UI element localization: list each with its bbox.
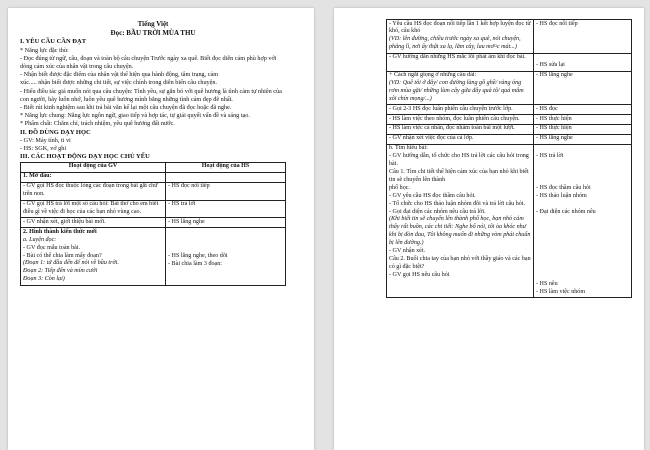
spacer bbox=[536, 161, 629, 185]
student-cell: - HS đọc nối tiếp bbox=[166, 182, 286, 200]
teacher-cell: - GV nhận xét việc đọc của cả lớp. bbox=[387, 134, 534, 144]
teacher-cell bbox=[21, 228, 166, 285]
document-page-2 bbox=[334, 8, 644, 450]
table-row bbox=[387, 134, 632, 144]
table-row bbox=[387, 53, 632, 71]
teacher-cell bbox=[387, 71, 534, 105]
spacer bbox=[536, 217, 629, 281]
paragraph: - GV: Máy tính, ti vi bbox=[20, 137, 71, 145]
student-cell: - HS đọc nối tiếp bbox=[534, 20, 632, 54]
teacher-cell: - GV hướng dẫn những HS mắc lỗi phát âm khi đọc bài. bbox=[387, 53, 534, 71]
cell-line: phố học. bbox=[389, 184, 410, 191]
cell-line: - GV hướng dẫn, tổ chức cho HS trả lời các câu hỏi trong bài. bbox=[389, 153, 529, 168]
cell-line: Câu 1. Tìm chi tiết thể hiện cảm xúc của bạn nhỏ khi biết tin sẽ chuyển lên thành bbox=[389, 169, 529, 183]
table-row bbox=[21, 218, 286, 228]
cell-line: Đoạn 2: Tiếp đến và mím cười bbox=[23, 268, 98, 275]
student-cell bbox=[534, 53, 632, 71]
cell-line: (VD: Quê tôi ở đây/ con đường làng gồ ghề/ vàng óng rơm mùa gặt/ những lùm cây gừa đây quả tô/ quả mâm xôi chín mọng/...) bbox=[389, 79, 524, 102]
cell-line: - HS lắng nghe, theo dõi bbox=[168, 252, 228, 259]
teacher-cell: - HS làm việc cá nhân, đọc nhẩm toàn bài một lượt. bbox=[387, 124, 534, 134]
teacher-cell bbox=[387, 144, 534, 297]
page-2-content bbox=[386, 19, 632, 298]
page-1-content bbox=[20, 20, 286, 286]
document-page-1 bbox=[8, 8, 314, 450]
table-row bbox=[387, 71, 632, 105]
cell-line: (Khi biết tin sẽ chuyển lên thành phố học, bạn nhỏ cảm thấy rất buồn, các chi tiết: Nghe bố nói, tôi òa khóc như khi bị đòn đau, Tôi không muốn đi những vòm phát chuẩn bị lên đường.) bbox=[389, 216, 531, 247]
cell-line: - Tổ chức cho HS thảo luận nhóm đôi và trả lời câu hỏi. bbox=[389, 200, 526, 207]
paragraph: xúc..... nhận biết được những chi tiết, sự việc chính trong diễn biến câu chuyện. bbox=[20, 79, 218, 87]
teacher-cell: - Gọi 2-3 HS đọc luân phiên câu chuyện trước lớp. bbox=[387, 105, 534, 115]
activities-table bbox=[20, 162, 286, 286]
paragraph: - Biết rút kinh nghiệm sau khi trả bài văn kể lại một câu chuyện đã đọc hoặc đã nghe. bbox=[20, 103, 232, 111]
cell-line: - Yêu cầu HS đọc đoạn nối tiếp lần 1 kết hợp luyện đọc từ khó, câu khó bbox=[389, 20, 531, 35]
teacher-cell: - GV gọi HS trả lời một số câu hỏi: Bài thơ cho em biết điều gì về việc đi học của các bạn nhỏ vùng cao. bbox=[21, 200, 166, 218]
paragraph: - Đọc đúng từ ngữ, câu, đoạn và toàn bộ câu chuyện Trước ngày xa quê. Biết đọc diễn cảm phù hợp với dòng cảm xúc của nhân vật trong câu chuyện. bbox=[20, 54, 277, 70]
column-header-teacher: Hoạt động của GV bbox=[21, 162, 166, 172]
table-row bbox=[21, 200, 286, 218]
cell-line: - HS trả lời bbox=[536, 153, 564, 160]
cell-line: - HS làm việc nhóm bbox=[536, 288, 586, 295]
paragraph: * Năng lực chung: Năng lực ngôn ngữ, giao tiếp và hợp tác, tự giải quyết vấn đề và sáng tạo. bbox=[20, 112, 250, 120]
spacer bbox=[536, 145, 629, 153]
step-heading: 2. Hình thành kiến thức mới bbox=[23, 228, 97, 235]
cell-line: - Bài chia làm 3 đoạn: bbox=[168, 260, 222, 267]
cell-line: - Bài có thể chia làm mấy đoạn? bbox=[23, 252, 102, 259]
cell-line: Đoạn 3: Còn lại) bbox=[23, 276, 65, 283]
activities-table-continued bbox=[386, 19, 632, 298]
section-heading-activities: III. CÁC HOẠT ĐỘNG DẠY HỌC CHỦ YẾU bbox=[20, 153, 150, 161]
cell-line: - GV nhận xét. bbox=[389, 248, 426, 255]
table-row bbox=[387, 115, 632, 125]
table-row bbox=[21, 182, 286, 200]
student-cell bbox=[166, 228, 286, 285]
cell-line: - HS nêu bbox=[536, 280, 558, 287]
cell-line: - Gọi đại diện các nhóm nêu câu trả lời. bbox=[389, 208, 486, 215]
paragraph: - Hiểu điều tác giả muốn nói qua câu chuyện: Tình yêu, sự gắn bó với quê hương là tình cảm tự nhiên của con người, hãy luôn nhớ, luôn yêu quê hương mình bằng những tình cảm đẹp đẽ nhất. bbox=[20, 87, 282, 103]
cell-line: - Đại diện các nhóm nêu bbox=[536, 209, 596, 215]
teacher-cell: - GV nhận xét, giới thiệu bài mới. bbox=[21, 218, 166, 228]
spacer bbox=[536, 201, 629, 209]
student-cell: - HS đọc bbox=[534, 105, 632, 115]
cell-line: (Đoạn 1: từ đầu đến để nói về bầu trời. bbox=[23, 260, 119, 267]
teacher-cell bbox=[21, 172, 166, 182]
cell-line: Câu 2. Buổi chia tay của bạn nhỏ với thầy giáo và các bạn có gì đặc biệt? bbox=[389, 255, 531, 270]
step-heading: 1. Mở đầu: bbox=[23, 173, 52, 180]
student-cell bbox=[534, 144, 632, 297]
cell-line: - HS thảo luận nhóm bbox=[536, 193, 587, 200]
student-cell bbox=[166, 172, 286, 182]
cell-line: + Cách ngắt giọng ở những câu dài: bbox=[389, 72, 477, 79]
student-cell: - HS thực hiện bbox=[534, 124, 632, 134]
student-cell: - HS thực hiện bbox=[534, 115, 632, 125]
table-row bbox=[21, 228, 286, 285]
spacer bbox=[536, 54, 629, 62]
lesson-title: Đọc: BẦU TRỜI MÙA THU bbox=[110, 29, 196, 37]
student-cell: - HS lắng nghe bbox=[534, 71, 632, 105]
table-row bbox=[387, 105, 632, 115]
cell-line: - HS đọc thầm câu hỏi bbox=[536, 185, 591, 192]
table-row bbox=[387, 20, 632, 54]
student-cell: - HS trả lời bbox=[166, 200, 286, 218]
spacer bbox=[168, 229, 283, 253]
teacher-cell: - HS làm việc theo nhóm, đọc luân phiên câu chuyện. bbox=[387, 115, 534, 125]
paragraph: - HS: SGK, vở ghi bbox=[20, 145, 67, 153]
cell-line: - GV gọi HS nêu câu hỏi bbox=[389, 271, 450, 278]
paragraph: - Nhận biết được đặc điểm của nhân vật thể hiện qua hành động, tâm trạng, cảm bbox=[20, 71, 219, 79]
lesson-subject: Tiếng Việt bbox=[137, 20, 169, 28]
table-row bbox=[387, 124, 632, 134]
table-row bbox=[21, 172, 286, 182]
cell-line: - GV yêu cầu HS đọc thầm câu hỏi. bbox=[389, 192, 476, 199]
cell-line: - GV đọc mẫu toàn bài. bbox=[23, 244, 81, 251]
paragraph: * Phẩm chất: Chăm chỉ, trách nhiệm, yêu quê hương đất nước. bbox=[20, 120, 175, 128]
student-cell: - HS lắng nghe bbox=[534, 134, 632, 144]
teacher-cell: - GV gọi HS đọc thuộc lòng các đoạn trong bài gắt chữ trên non. bbox=[21, 182, 166, 200]
sub-heading: a. Luyện đọc: bbox=[23, 236, 57, 243]
table-row bbox=[387, 144, 632, 297]
cell-line: (VD: lên đường, chiều trước ngày xa quê, nói chuyện, phẳng lì, nơi ấy thật xa lạ, lăm cây, lau mơ¤c mát...) bbox=[389, 36, 521, 51]
table-header-row bbox=[21, 162, 286, 172]
paragraph: * Năng lực đặc thù: bbox=[20, 46, 69, 54]
sub-heading: b. Tìm hiểu bài: bbox=[389, 145, 428, 152]
section-heading-materials: II. ĐỒ DÙNG DẠY HỌC bbox=[20, 128, 91, 136]
section-heading-requirements: I. YÊU CẦU CẦN ĐẠT bbox=[20, 38, 87, 45]
column-header-student: Hoạt động của HS bbox=[166, 162, 286, 172]
cell-line: - HS sửa lại bbox=[536, 62, 565, 69]
teacher-cell bbox=[387, 20, 534, 54]
student-cell: - HS lắng nghe bbox=[166, 218, 286, 228]
